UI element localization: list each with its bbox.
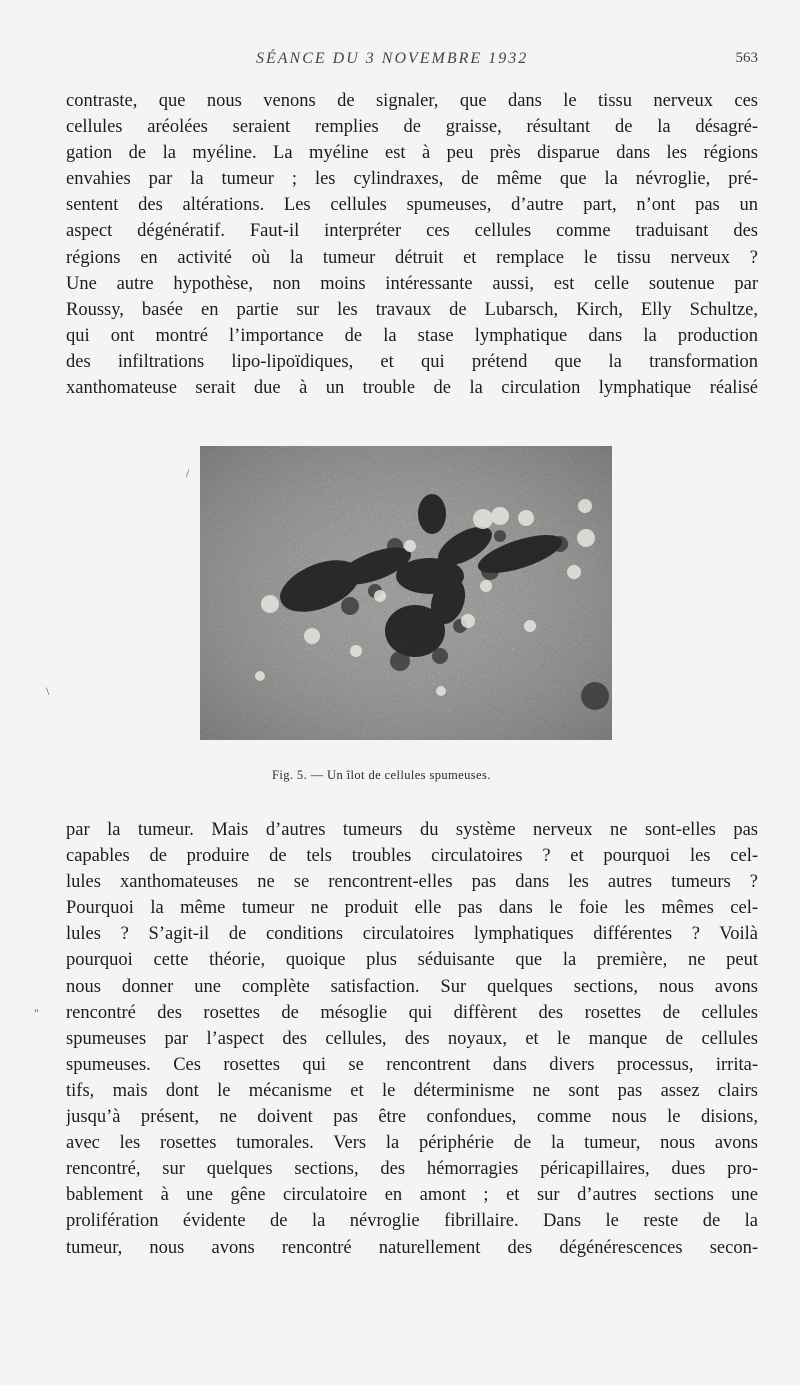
micrograph-figure: [200, 446, 612, 740]
text-line: envahies par la tumeur ; les cylindraxes, de même que la névroglie, pré-: [66, 169, 758, 190]
text-line: Pourquoi la même tumeur ne produit elle pas dans le foie les mêmes cel-: [66, 898, 758, 919]
margin-mark: /: [186, 466, 190, 480]
text-line: prolifération évidente de la névroglie fibrillaire. Dans le reste de la: [66, 1211, 758, 1232]
body-text-bottom: [66, 817, 758, 1261]
text-line: pourquoi cette théorie, quoique plus séduisante que la première, ne peut: [66, 950, 758, 971]
text-line: sentent des altérations. Les cellules spumeuses, d’autre part, n’ont pas un: [66, 195, 758, 216]
running-title: SÉANCE DU 3 NOVEMBRE 1932: [256, 50, 529, 67]
text-line: qui ont montré l’importance de la stase lymphatique dans la production: [66, 325, 758, 346]
text-line: Une autre hypothèse, non moins intéressante aussi, est celle soutenue par: [66, 273, 758, 294]
text-line: capables de produire de tels troubles circulatoires ? et pourquoi les cel-: [66, 846, 758, 867]
micrograph-image: [200, 446, 612, 740]
text-line: spumeuses par l’aspect des cellules, des noyaux, et le manque de cellules: [66, 1028, 758, 1049]
text-line: Roussy, basée en partie sur les travaux de Lubarsch, Kirch, Elly Schultze,: [66, 299, 758, 320]
figure-caption: Fig. 5. — Un îlot de cellules spumeuses.: [272, 768, 491, 782]
text-line: contraste, que nous venons de signaler, que dans le tissu nerveux ces: [66, 91, 758, 111]
text-line: des infiltrations lipo-lipoïdiques, et qui prétend que la transformation: [66, 351, 758, 372]
text-line: avec les rosettes tumorales. Vers la périphérie de la tumeur, nous avons: [66, 1133, 758, 1154]
text-line: rencontré des rosettes de mésoglie qui diffèrent des rosettes de cellules: [66, 1002, 758, 1023]
text-line: tifs, mais dont le mécanisme et le déterminisme ne sont pas assez clairs: [66, 1080, 758, 1101]
text-line: nous donner une complète satisfaction. Sur quelques sections, nous avons: [66, 976, 758, 997]
text-line: cellules aréolées seraient remplies de graisse, résultant de la désagré-: [66, 117, 758, 138]
text-line: spumeuses. Ces rosettes qui se rencontrent dans divers processus, irrita-: [66, 1054, 758, 1075]
page-header: [66, 50, 758, 74]
text-line: xanthomateuse serait due à un trouble de la circulation lymphatique réalisé: [66, 378, 758, 399]
body-text-top: [66, 88, 758, 401]
text-line: régions en activité où la tumeur détruit et remplace le tissu nerveux ?: [66, 247, 758, 268]
text-line: tumeur, nous avons rencontré naturellement des dégénérescences secon-: [66, 1237, 758, 1258]
text-line: lules ? S’agit-il de conditions circulatoires lymphatiques différentes ? Voilà: [66, 924, 758, 945]
text-line: rencontré, sur quelques sections, des hémorragies péricapillaires, dues pro-: [66, 1159, 758, 1180]
margin-mark: ": [34, 1006, 39, 1020]
text-line: par la tumeur. Mais d’autres tumeurs du système nerveux ne sont-elles pas: [66, 820, 758, 840]
text-line: aspect dégénératif. Faut-il interpréter ces cellules comme traduisant des: [66, 221, 758, 242]
text-line: bablement à une gêne circulatoire en amont ; et sur d’autres sections une: [66, 1185, 758, 1206]
text-line: jusqu’à présent, ne doivent pas être confondues, comme nous le disions,: [66, 1107, 758, 1128]
page-number: 563: [735, 50, 758, 66]
text-line: gation de la myéline. La myéline est à peu près disparue dans les régions: [66, 143, 758, 164]
margin-mark: \: [46, 684, 50, 698]
text-line: lules xanthomateuses ne se rencontrent-elles pas dans les autres tumeurs ?: [66, 872, 758, 893]
